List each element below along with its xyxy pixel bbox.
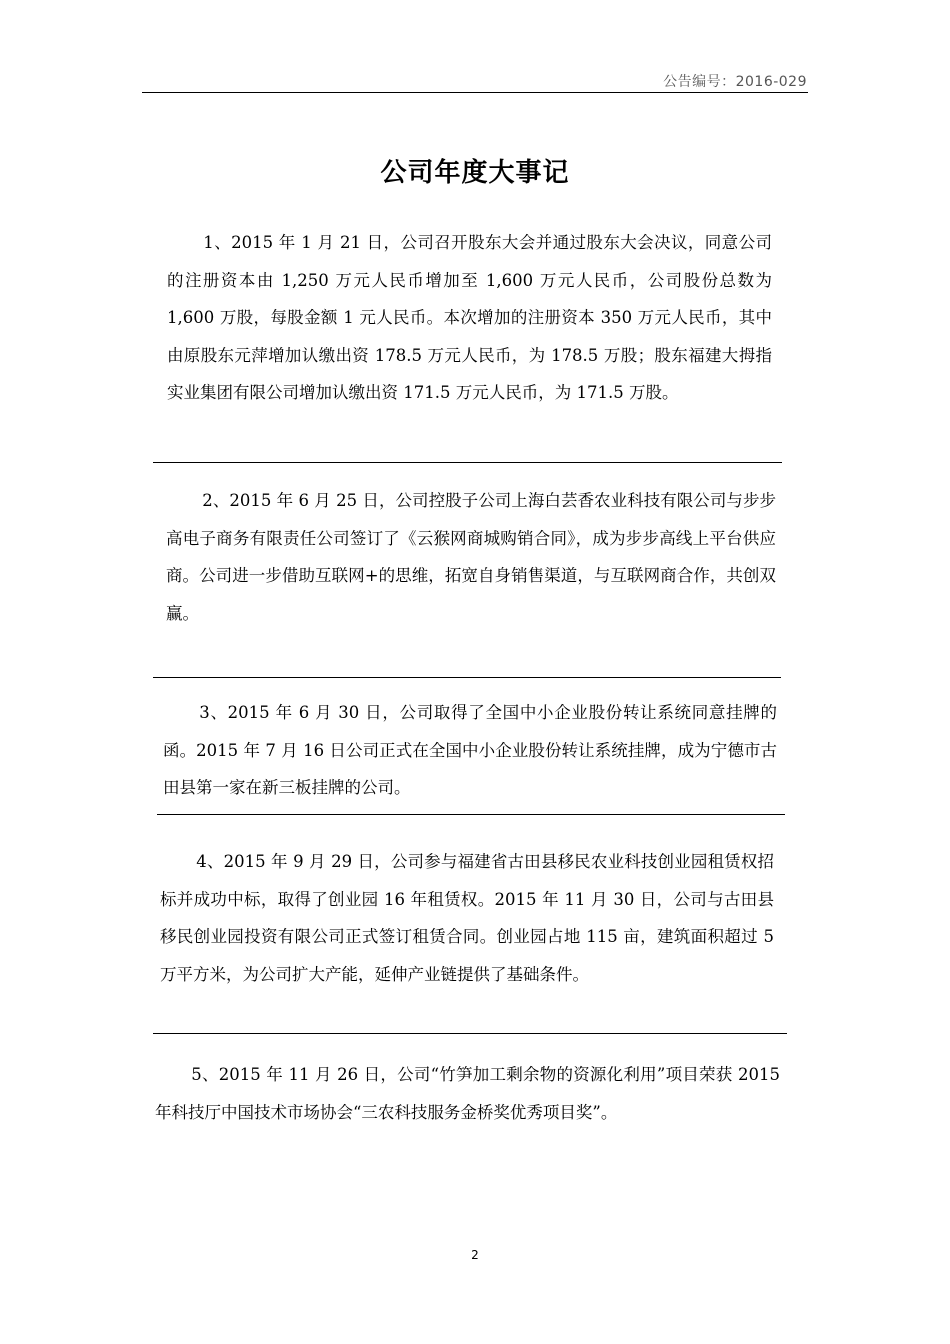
event-item-5: 5、2015 年 11 月 26 日，公司“竹笋加工剩余物的资源化利用”项目荣获 2015 年科技厅中国技术市场协会“三农科技服务金桥奖优秀项目奖”。	[155, 1065, 780, 1122]
event-item-4: 4、2015 年 9 月 29 日，公司参与福建省古田县移民农业科技创业园租赁权招标并成功中标，取得了创业园 16 年租赁权。2015 年 11 月 30 日，公司与古田县移民创业园投资有限公司正式签订租赁合同。创业园占地 115 亩，建筑面积超过 5 万平方米，为公司扩大产能，延伸产业链提供了基础条件。	[160, 852, 774, 984]
event-divider	[157, 814, 785, 815]
announcement-number: 公告编号：2016-029	[663, 74, 807, 90]
event-item-3: 3、2015 年 6 月 30 日，公司取得了全国中小企业股份转让系统同意挂牌的函。2015 年 7 月 16 日公司正式在全国中小企业股份转让系统挂牌，成为宁德市古田县第一家在新三板挂牌的公司。	[163, 703, 777, 797]
event-divider	[153, 1033, 787, 1034]
event-divider	[153, 677, 781, 678]
page-number: 2	[471, 1248, 479, 1262]
event-item-2: 2、2015 年 6 月 25 日，公司控股子公司上海白芸香农业科技有限公司与步步高电子商务有限责任公司签订了《云猴网商城购销合同》，成为步步高线上平台供应商。公司进一步借助互联网+的思维，拓宽自身销售渠道，与互联网商合作，共创双赢。	[166, 491, 776, 623]
page-title: 公司年度大事记	[380, 158, 570, 188]
event-divider	[153, 462, 782, 463]
event-item-1: 1、2015 年 1 月 21 日，公司召开股东大会并通过股东大会决议，同意公司的注册资本由 1,250 万元人民币增加至 1,600 万元人民币，公司股份总数为 1,600 万股，每股金额 1 元人民币。本次增加的注册资本 350 万元人民币，其中由原股东元萍增加认缴出资 178.5 万元人民币，为 178.5 万股；股东福建大拇指实业集团有限公司增加认缴出资 171.5 万元人民币，为 171.5 万股。	[167, 233, 772, 402]
header-rule	[142, 92, 808, 93]
